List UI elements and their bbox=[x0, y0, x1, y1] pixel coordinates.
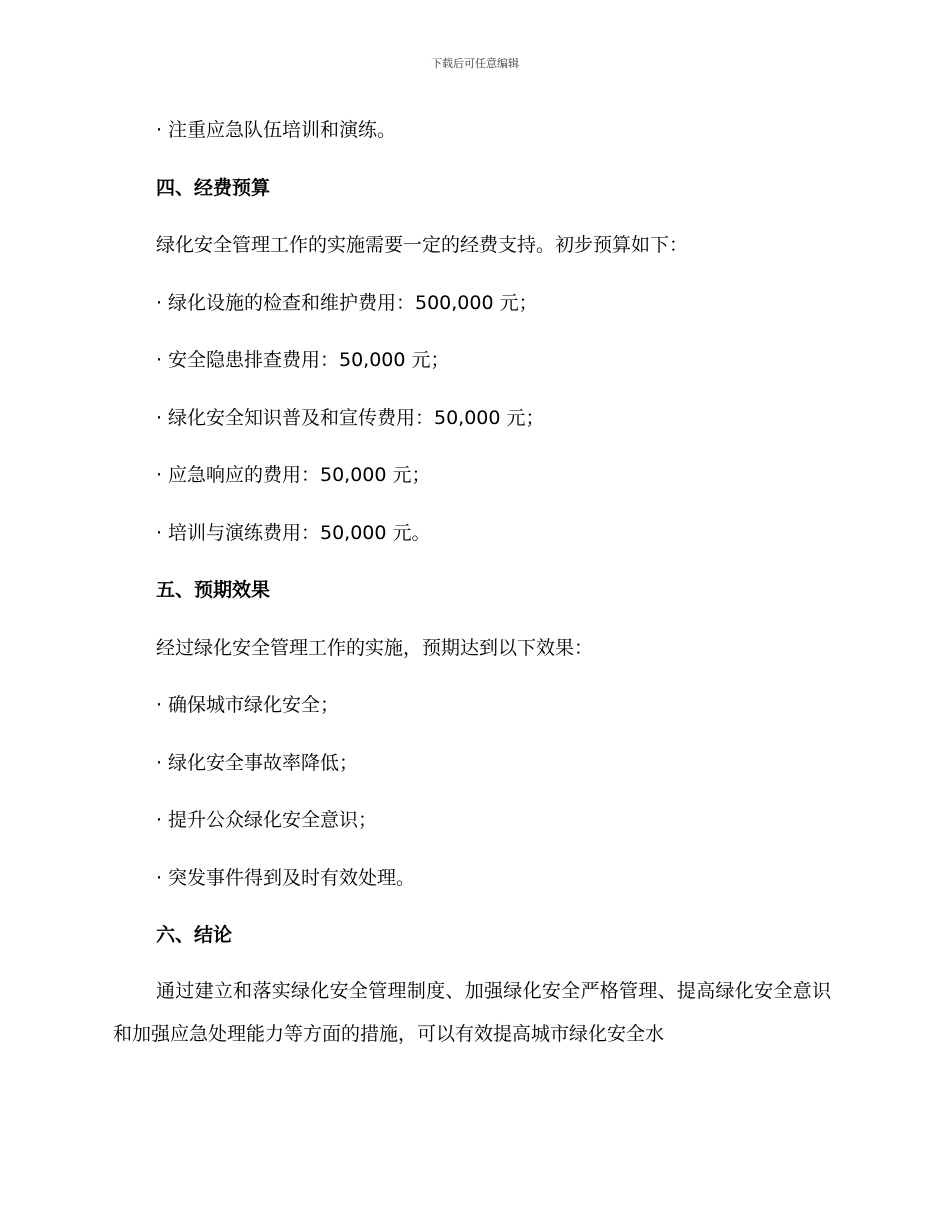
paragraph-text: 绿化安全管理工作的实施需要一定的经费支持。初步预算如下： bbox=[156, 234, 689, 256]
list-item-text: 绿化安全事故率降低； bbox=[168, 751, 359, 774]
list-item bbox=[156, 803, 846, 861]
bullet-mark: · bbox=[156, 349, 163, 371]
list-item-text: 应急响应的费用：50,000 元； bbox=[168, 464, 431, 486]
bullet-mark: · bbox=[156, 694, 163, 716]
list-item-text: 确保城市绿化安全； bbox=[168, 694, 340, 716]
section-heading-budget: 四、经费预算 bbox=[156, 176, 271, 199]
bullet-mark: · bbox=[156, 809, 163, 831]
list-item bbox=[156, 286, 846, 344]
list-item bbox=[156, 861, 846, 919]
list-item-text: 绿化设施的检查和维护费用：500,000 元； bbox=[168, 291, 538, 314]
list-item-text: 培训与演练费用：50,000 元。 bbox=[168, 521, 431, 544]
bullet-mark: · bbox=[156, 521, 163, 544]
document-body bbox=[156, 113, 846, 976]
list-item bbox=[156, 688, 846, 746]
list-item-text: 提升公众绿化安全意识； bbox=[168, 809, 378, 831]
list-item-text: 注重应急队伍培训和演练。 bbox=[168, 119, 397, 141]
bullet-mark: · bbox=[156, 866, 163, 889]
list-item bbox=[156, 401, 846, 459]
paragraph-text: 经过绿化安全管理工作的实施，预期达到以下效果： bbox=[156, 636, 594, 659]
list-item-text: 绿化安全知识普及和宣传费用：50,000 元； bbox=[168, 406, 545, 429]
section-heading-conclusion: 六、结论 bbox=[156, 924, 233, 946]
bullet-mark: · bbox=[156, 119, 163, 141]
page-header-note: 下载后可任意编辑 bbox=[431, 57, 519, 70]
list-item bbox=[156, 458, 846, 516]
bullet-mark: · bbox=[156, 464, 163, 486]
conclusion-paragraph: 通过建立和落实绿化安全管理制度、加强绿化安全严格管理、提高绿化安全意识和加强应急处理能力等方面的措施，可以有效提高城市绿化安全水 bbox=[113, 980, 831, 1045]
list-item-text: 突发事件得到及时有效处理。 bbox=[168, 866, 416, 889]
bullet-mark: · bbox=[156, 751, 163, 774]
list-item bbox=[156, 343, 846, 401]
bullet-mark: · bbox=[156, 291, 163, 314]
bullet-mark: · bbox=[156, 406, 163, 429]
list-item bbox=[156, 746, 846, 804]
list-item-text: 安全隐患排查费用：50,000 元； bbox=[168, 349, 450, 371]
list-item bbox=[156, 516, 846, 574]
list-item bbox=[156, 113, 846, 171]
section-heading-expected-results: 五、预期效果 bbox=[156, 579, 271, 601]
